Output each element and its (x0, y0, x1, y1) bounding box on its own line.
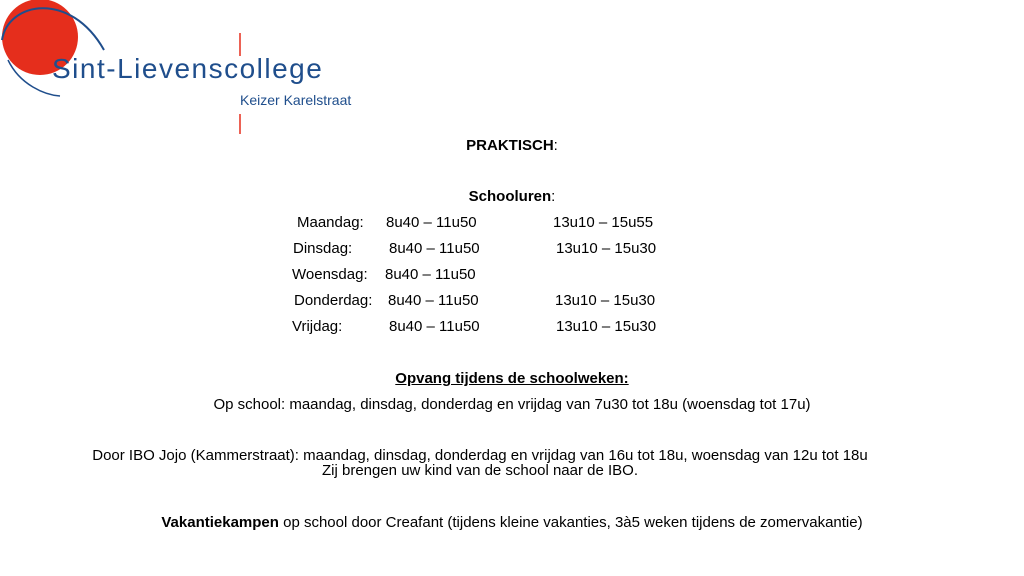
opvang-school: Op school: maandag, dinsdag, donderdag en vrijdag van 7u30 tot 18u (woensdag tot 17u) (213, 396, 811, 413)
opvang-ibo: Door IBO Jojo (Kammerstraat): maandag, dinsdag, donderdag en vrijdag van 16u tot 18u, woensdag van 12u tot 18u (92, 447, 868, 464)
opvang-ibo-note: Zij brengen uw kind van de school naar de IBO. (321, 462, 639, 479)
schedule-afternoon: 13u10 – 15u30 (555, 292, 656, 309)
schedule-afternoon: 13u10 – 15u30 (556, 240, 657, 257)
schedule-day: Vrijdag: (292, 318, 343, 335)
schedule-day: Maandag: (297, 214, 364, 231)
logo-subtitle: Keizer Karelstraat (240, 92, 352, 108)
schooluren-heading: Schooluren: (468, 188, 556, 205)
section-title: PRAKTISCH: (466, 137, 558, 154)
schedule-day: Donderdag: (294, 292, 373, 309)
schedule-afternoon: 13u10 – 15u30 (556, 318, 657, 335)
school-logo (0, 0, 380, 140)
opvang-heading: Opvang tijdens de schoolweken: (395, 370, 629, 387)
schedule-morning: 8u40 – 11u50 (389, 318, 480, 335)
schedule-morning: 8u40 – 11u50 (385, 266, 476, 283)
schedule-morning: 8u40 – 11u50 (389, 240, 480, 257)
vakantiekampen: Vakantiekampen op school door Creafant (tijdens kleine vakanties, 3à5 weken tijdens de zomervakantie) (161, 514, 863, 531)
schedule-afternoon: 13u10 – 15u55 (553, 214, 654, 231)
logo-name: Sint-Lievenscollege (52, 53, 324, 84)
schedule-morning: 8u40 – 11u50 (388, 292, 479, 309)
schedule-day: Woensdag: (292, 266, 368, 283)
schedule-morning: 8u40 – 11u50 (386, 214, 477, 231)
schedule-day: Dinsdag: (293, 240, 353, 257)
